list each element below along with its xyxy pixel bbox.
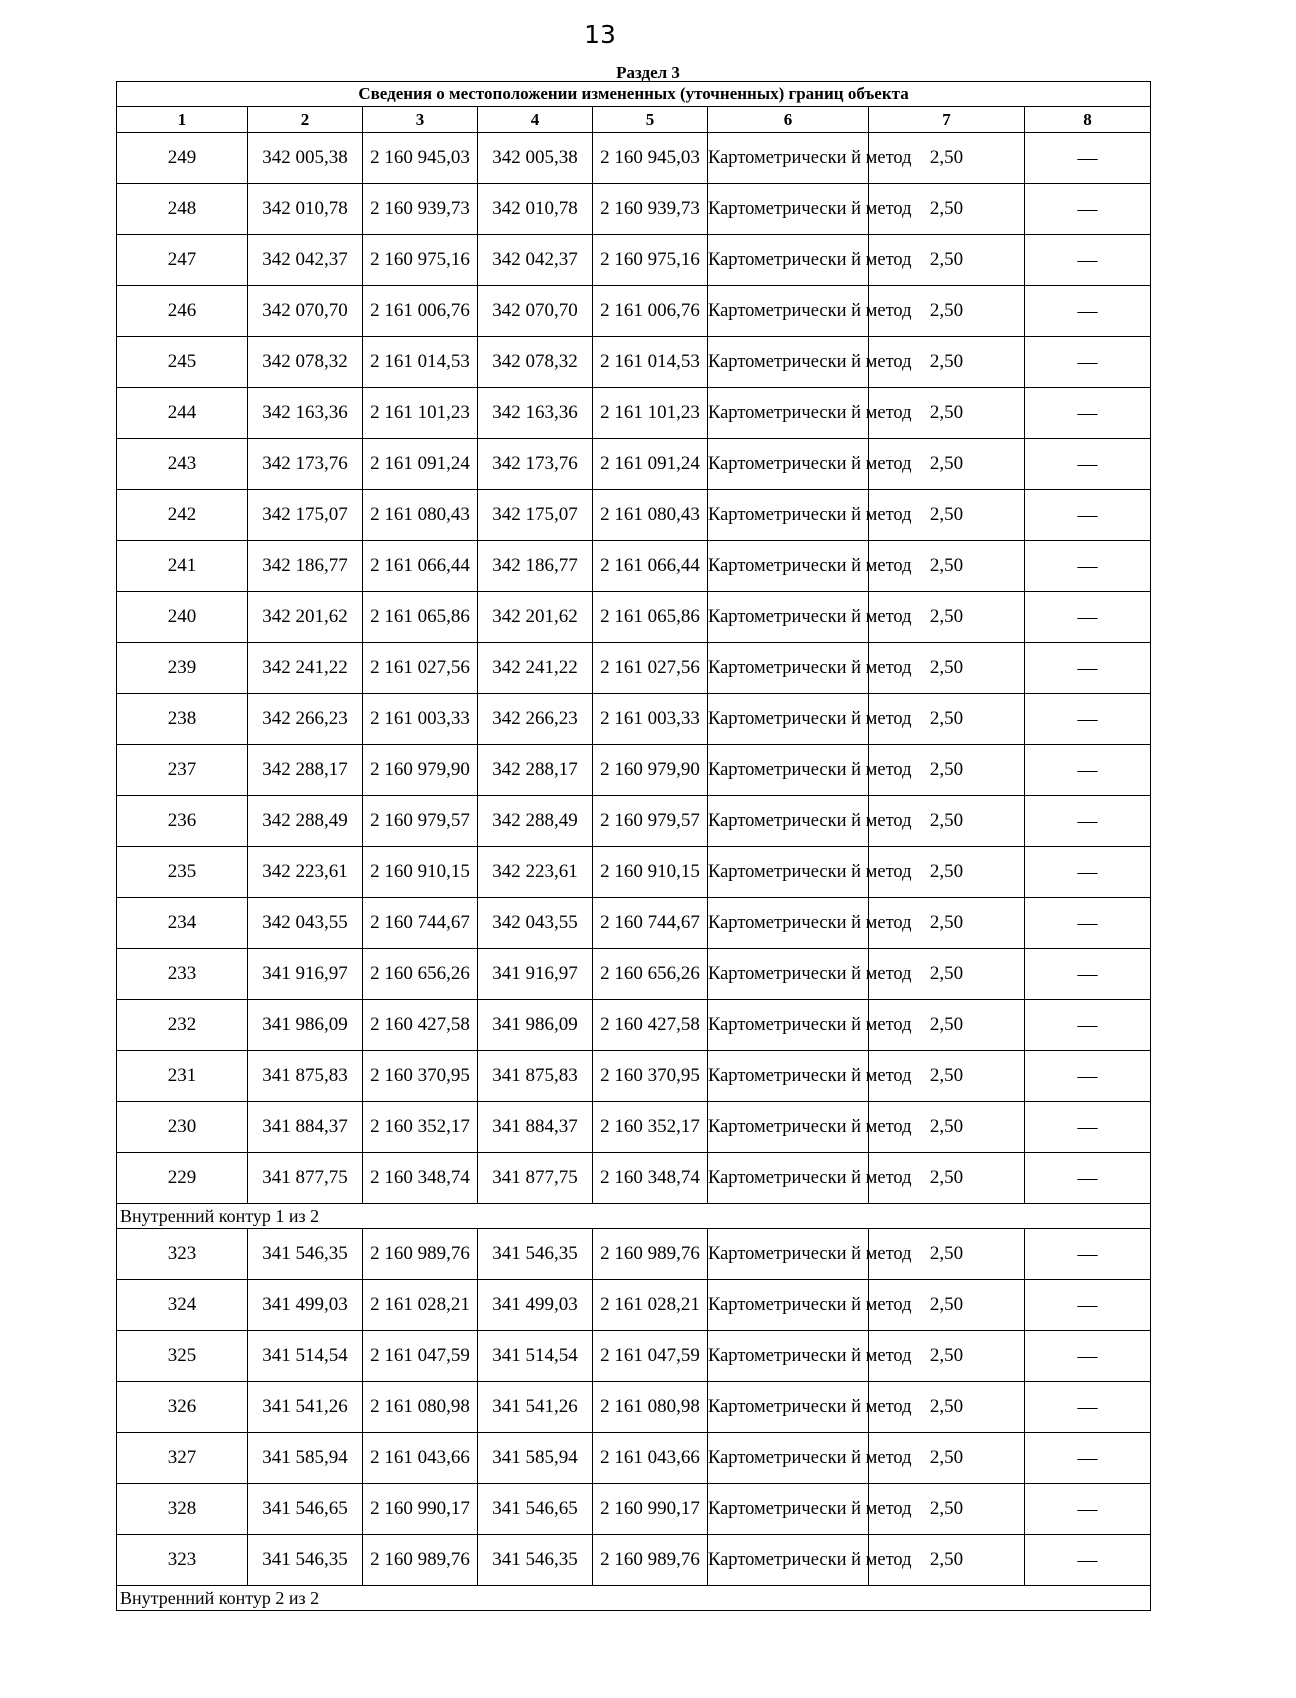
cell-y-existing: 2 161 101,23 [363, 388, 478, 439]
table-row [117, 1382, 1151, 1433]
cell-x-existing: 342 266,23 [248, 694, 363, 745]
cell-x-new: 342 010,78 [478, 184, 593, 235]
cell-y-existing: 2 160 370,95 [363, 1051, 478, 1102]
cell-y-new: 2 161 080,98 [593, 1382, 708, 1433]
cell-accuracy: 2,50 [869, 439, 1025, 490]
cell-y-existing: 2 160 744,67 [363, 898, 478, 949]
cell-description: — [1025, 133, 1151, 184]
cell-description: — [1025, 1102, 1151, 1153]
table-row [117, 796, 1151, 847]
cell-description: — [1025, 1000, 1151, 1051]
cell-method: Картометрически й метод [708, 1229, 869, 1280]
cell-y-new: 2 161 006,76 [593, 286, 708, 337]
cell-method: Картометрически й метод [708, 337, 869, 388]
cell-accuracy: 2,50 [869, 1433, 1025, 1484]
cell-x-existing: 341 884,37 [248, 1102, 363, 1153]
cell-x-existing: 341 546,35 [248, 1229, 363, 1280]
column-number-6: 6 [708, 107, 869, 133]
cell-y-new: 2 160 989,76 [593, 1229, 708, 1280]
table-row [117, 1153, 1151, 1204]
cell-method: Картометрически й метод [708, 1433, 869, 1484]
cell-method: Картометрически й метод [708, 592, 869, 643]
cell-x-new: 341 585,94 [478, 1433, 593, 1484]
cell-x-existing: 342 005,38 [248, 133, 363, 184]
cell-accuracy: 2,50 [869, 184, 1025, 235]
cell-x-new: 342 266,23 [478, 694, 593, 745]
cell-method: Картометрически й метод [708, 1000, 869, 1051]
cell-method: Картометрически й метод [708, 1331, 869, 1382]
table-row [117, 337, 1151, 388]
cell-description: — [1025, 1280, 1151, 1331]
cell-description: — [1025, 388, 1151, 439]
cell-point-number: 229 [117, 1153, 248, 1204]
cell-point-number: 326 [117, 1382, 248, 1433]
contour-row [117, 1586, 1151, 1611]
cell-description: — [1025, 1051, 1151, 1102]
cell-y-existing: 2 161 047,59 [363, 1331, 478, 1382]
cell-method: Картометрически й метод [708, 184, 869, 235]
table-row [117, 898, 1151, 949]
table-row [117, 388, 1151, 439]
cell-description: — [1025, 592, 1151, 643]
cell-x-new: 341 877,75 [478, 1153, 593, 1204]
cell-y-new: 2 160 352,17 [593, 1102, 708, 1153]
cell-description: — [1025, 694, 1151, 745]
column-number-1: 1 [117, 107, 248, 133]
column-number-8: 8 [1025, 107, 1151, 133]
cell-x-new: 342 042,37 [478, 235, 593, 286]
cell-point-number: 233 [117, 949, 248, 1000]
cell-description: — [1025, 1153, 1151, 1204]
cell-point-number: 248 [117, 184, 248, 235]
cell-y-existing: 2 161 027,56 [363, 643, 478, 694]
cell-x-new: 342 186,77 [478, 541, 593, 592]
cell-y-existing: 2 160 427,58 [363, 1000, 478, 1051]
cell-point-number: 243 [117, 439, 248, 490]
contour-label: Внутренний контур 1 из 2 [117, 1204, 1151, 1229]
cell-x-new: 341 875,83 [478, 1051, 593, 1102]
cell-x-new: 342 288,49 [478, 796, 593, 847]
cell-y-new: 2 161 014,53 [593, 337, 708, 388]
table-row [117, 1331, 1151, 1382]
cell-method: Картометрически й метод [708, 490, 869, 541]
cell-y-existing: 2 160 979,90 [363, 745, 478, 796]
cell-x-existing: 342 163,36 [248, 388, 363, 439]
cell-accuracy: 2,50 [869, 643, 1025, 694]
cell-accuracy: 2,50 [869, 388, 1025, 439]
table-row [117, 235, 1151, 286]
cell-x-existing: 342 042,37 [248, 235, 363, 286]
cell-y-existing: 2 161 006,76 [363, 286, 478, 337]
cell-description: — [1025, 184, 1151, 235]
cell-y-existing: 2 161 066,44 [363, 541, 478, 592]
cell-x-new: 341 546,35 [478, 1535, 593, 1586]
cell-point-number: 246 [117, 286, 248, 337]
cell-description: — [1025, 1229, 1151, 1280]
cell-method: Картометрически й метод [708, 286, 869, 337]
cell-method: Картометрически й метод [708, 1153, 869, 1204]
table-row [117, 286, 1151, 337]
cell-accuracy: 2,50 [869, 1382, 1025, 1433]
cell-y-existing: 2 160 656,26 [363, 949, 478, 1000]
cell-accuracy: 2,50 [869, 286, 1025, 337]
cell-x-existing: 341 875,83 [248, 1051, 363, 1102]
cell-description: — [1025, 847, 1151, 898]
cell-point-number: 249 [117, 133, 248, 184]
table-row [117, 592, 1151, 643]
cell-x-existing: 342 043,55 [248, 898, 363, 949]
table-row [117, 643, 1151, 694]
cell-accuracy: 2,50 [869, 796, 1025, 847]
cell-accuracy: 2,50 [869, 1000, 1025, 1051]
cell-point-number: 247 [117, 235, 248, 286]
cell-x-new: 342 070,70 [478, 286, 593, 337]
contour-row [117, 1204, 1151, 1229]
cell-description: — [1025, 745, 1151, 796]
cell-x-existing: 342 070,70 [248, 286, 363, 337]
cell-method: Картометрически й метод [708, 1484, 869, 1535]
cell-description: — [1025, 1433, 1151, 1484]
cell-x-existing: 342 223,61 [248, 847, 363, 898]
cell-method: Картометрически й метод [708, 898, 869, 949]
table-row [117, 1102, 1151, 1153]
table-row [117, 184, 1151, 235]
table-row [117, 133, 1151, 184]
cell-y-new: 2 161 027,56 [593, 643, 708, 694]
cell-accuracy: 2,50 [869, 898, 1025, 949]
cell-point-number: 230 [117, 1102, 248, 1153]
table-row [117, 694, 1151, 745]
cell-method: Картометрически й метод [708, 643, 869, 694]
cell-x-existing: 341 546,65 [248, 1484, 363, 1535]
page-number: 13 [584, 20, 616, 49]
column-number-7: 7 [869, 107, 1025, 133]
cell-point-number: 232 [117, 1000, 248, 1051]
cell-x-new: 342 201,62 [478, 592, 593, 643]
cell-x-existing: 341 541,26 [248, 1382, 363, 1433]
cell-accuracy: 2,50 [869, 337, 1025, 388]
cell-accuracy: 2,50 [869, 1535, 1025, 1586]
cell-description: — [1025, 286, 1151, 337]
cell-x-existing: 342 175,07 [248, 490, 363, 541]
cell-y-new: 2 160 990,17 [593, 1484, 708, 1535]
cell-point-number: 323 [117, 1535, 248, 1586]
cell-x-existing: 342 010,78 [248, 184, 363, 235]
cell-x-new: 342 005,38 [478, 133, 593, 184]
cell-point-number: 244 [117, 388, 248, 439]
contour-label: Внутренний контур 2 из 2 [117, 1586, 1151, 1611]
table-row [117, 1280, 1151, 1331]
cell-method: Картометрически й метод [708, 694, 869, 745]
cell-point-number: 236 [117, 796, 248, 847]
cell-x-new: 341 884,37 [478, 1102, 593, 1153]
cell-description: — [1025, 796, 1151, 847]
cell-point-number: 241 [117, 541, 248, 592]
cell-method: Картометрически й метод [708, 847, 869, 898]
table-row [117, 745, 1151, 796]
cell-x-existing: 342 078,32 [248, 337, 363, 388]
cell-description: — [1025, 541, 1151, 592]
cell-y-existing: 2 160 939,73 [363, 184, 478, 235]
cell-x-existing: 341 916,97 [248, 949, 363, 1000]
table-row [117, 541, 1151, 592]
cell-point-number: 231 [117, 1051, 248, 1102]
cell-accuracy: 2,50 [869, 133, 1025, 184]
cell-y-new: 2 160 979,57 [593, 796, 708, 847]
cell-accuracy: 2,50 [869, 1051, 1025, 1102]
cell-point-number: 328 [117, 1484, 248, 1535]
cell-y-new: 2 161 047,59 [593, 1331, 708, 1382]
cell-x-existing: 342 186,77 [248, 541, 363, 592]
cell-point-number: 239 [117, 643, 248, 694]
cell-x-existing: 342 288,49 [248, 796, 363, 847]
cell-y-new: 2 160 910,15 [593, 847, 708, 898]
cell-y-existing: 2 160 945,03 [363, 133, 478, 184]
cell-point-number: 235 [117, 847, 248, 898]
cell-accuracy: 2,50 [869, 1280, 1025, 1331]
cell-point-number: 234 [117, 898, 248, 949]
cell-y-existing: 2 161 065,86 [363, 592, 478, 643]
cell-method: Картометрически й метод [708, 949, 869, 1000]
cell-description: — [1025, 337, 1151, 388]
cell-y-new: 2 160 939,73 [593, 184, 708, 235]
cell-description: — [1025, 235, 1151, 286]
cell-method: Картометрически й метод [708, 745, 869, 796]
cell-method: Картометрически й метод [708, 1535, 869, 1586]
cell-method: Картометрически й метод [708, 1051, 869, 1102]
cell-accuracy: 2,50 [869, 1153, 1025, 1204]
cell-y-existing: 2 160 352,17 [363, 1102, 478, 1153]
cell-description: — [1025, 439, 1151, 490]
cell-y-new: 2 160 945,03 [593, 133, 708, 184]
cell-point-number: 324 [117, 1280, 248, 1331]
cell-x-new: 342 288,17 [478, 745, 593, 796]
cell-x-new: 342 241,22 [478, 643, 593, 694]
cell-x-new: 341 546,35 [478, 1229, 593, 1280]
cell-x-existing: 341 986,09 [248, 1000, 363, 1051]
cell-x-existing: 342 288,17 [248, 745, 363, 796]
cell-y-new: 2 160 744,67 [593, 898, 708, 949]
cell-y-existing: 2 160 989,76 [363, 1229, 478, 1280]
cell-accuracy: 2,50 [869, 1484, 1025, 1535]
cell-y-new: 2 161 101,23 [593, 388, 708, 439]
cell-point-number: 237 [117, 745, 248, 796]
table-row [117, 1433, 1151, 1484]
cell-point-number: 323 [117, 1229, 248, 1280]
cell-y-existing: 2 160 989,76 [363, 1535, 478, 1586]
section-title: Раздел 3 [616, 63, 680, 82]
cell-x-new: 341 986,09 [478, 1000, 593, 1051]
cell-y-new: 2 160 656,26 [593, 949, 708, 1000]
cell-y-new: 2 160 348,74 [593, 1153, 708, 1204]
table-row [117, 439, 1151, 490]
cell-y-new: 2 161 065,86 [593, 592, 708, 643]
cell-y-new: 2 160 370,95 [593, 1051, 708, 1102]
cell-y-existing: 2 161 028,21 [363, 1280, 478, 1331]
column-number-4: 4 [478, 107, 593, 133]
cell-accuracy: 2,50 [869, 847, 1025, 898]
cell-y-existing: 2 161 091,24 [363, 439, 478, 490]
cell-x-existing: 341 877,75 [248, 1153, 363, 1204]
cell-description: — [1025, 949, 1151, 1000]
cell-accuracy: 2,50 [869, 235, 1025, 286]
cell-x-existing: 342 173,76 [248, 439, 363, 490]
cell-x-new: 342 078,32 [478, 337, 593, 388]
cell-x-existing: 341 585,94 [248, 1433, 363, 1484]
cell-y-new: 2 160 989,76 [593, 1535, 708, 1586]
cell-point-number: 240 [117, 592, 248, 643]
cell-description: — [1025, 1331, 1151, 1382]
cell-y-new: 2 161 080,43 [593, 490, 708, 541]
cell-description: — [1025, 643, 1151, 694]
cell-x-existing: 341 499,03 [248, 1280, 363, 1331]
cell-point-number: 325 [117, 1331, 248, 1382]
cell-y-existing: 2 160 975,16 [363, 235, 478, 286]
cell-y-new: 2 161 091,24 [593, 439, 708, 490]
cell-point-number: 238 [117, 694, 248, 745]
cell-x-new: 341 499,03 [478, 1280, 593, 1331]
cell-method: Картометрически й метод [708, 439, 869, 490]
cell-y-existing: 2 161 003,33 [363, 694, 478, 745]
cell-y-new: 2 161 028,21 [593, 1280, 708, 1331]
cell-description: — [1025, 1382, 1151, 1433]
cell-y-existing: 2 160 990,17 [363, 1484, 478, 1535]
cell-x-existing: 341 514,54 [248, 1331, 363, 1382]
cell-x-new: 342 173,76 [478, 439, 593, 490]
cell-y-existing: 2 160 979,57 [363, 796, 478, 847]
cell-x-existing: 341 546,35 [248, 1535, 363, 1586]
cell-accuracy: 2,50 [869, 1229, 1025, 1280]
cell-accuracy: 2,50 [869, 949, 1025, 1000]
coordinates-table [116, 81, 1151, 1611]
cell-method: Картометрически й метод [708, 541, 869, 592]
column-number-3: 3 [363, 107, 478, 133]
column-number-5: 5 [593, 107, 708, 133]
cell-point-number: 327 [117, 1433, 248, 1484]
table-row [117, 1000, 1151, 1051]
cell-y-existing: 2 160 910,15 [363, 847, 478, 898]
cell-x-existing: 342 241,22 [248, 643, 363, 694]
cell-method: Картометрически й метод [708, 1280, 869, 1331]
cell-method: Картометрически й метод [708, 1382, 869, 1433]
table-row [117, 1484, 1151, 1535]
table-row [117, 1229, 1151, 1280]
cell-x-new: 342 223,61 [478, 847, 593, 898]
table-row [117, 490, 1151, 541]
cell-method: Картометрически й метод [708, 796, 869, 847]
cell-x-new: 342 175,07 [478, 490, 593, 541]
cell-method: Картометрически й метод [708, 235, 869, 286]
cell-x-new: 341 916,97 [478, 949, 593, 1000]
cell-y-existing: 2 161 043,66 [363, 1433, 478, 1484]
cell-method: Картометрически й метод [708, 1102, 869, 1153]
table-row [117, 847, 1151, 898]
cell-point-number: 242 [117, 490, 248, 541]
cell-y-new: 2 160 975,16 [593, 235, 708, 286]
cell-y-existing: 2 161 014,53 [363, 337, 478, 388]
cell-accuracy: 2,50 [869, 694, 1025, 745]
cell-method: Картометрически й метод [708, 388, 869, 439]
cell-y-new: 2 160 979,90 [593, 745, 708, 796]
cell-x-new: 341 514,54 [478, 1331, 593, 1382]
cell-y-new: 2 160 427,58 [593, 1000, 708, 1051]
cell-x-new: 342 043,55 [478, 898, 593, 949]
table-row [117, 949, 1151, 1000]
cell-description: — [1025, 898, 1151, 949]
cell-y-existing: 2 161 080,43 [363, 490, 478, 541]
cell-accuracy: 2,50 [869, 541, 1025, 592]
cell-y-existing: 2 161 080,98 [363, 1382, 478, 1433]
cell-x-new: 342 163,36 [478, 388, 593, 439]
cell-accuracy: 2,50 [869, 1102, 1025, 1153]
cell-x-existing: 342 201,62 [248, 592, 363, 643]
cell-accuracy: 2,50 [869, 592, 1025, 643]
cell-method: Картометрически й метод [708, 133, 869, 184]
cell-y-new: 2 161 066,44 [593, 541, 708, 592]
table-caption: Сведения о местоположении измененных (уточненных) границ объекта [117, 82, 1151, 107]
table-row [117, 1051, 1151, 1102]
cell-x-new: 341 546,65 [478, 1484, 593, 1535]
cell-y-existing: 2 160 348,74 [363, 1153, 478, 1204]
cell-description: — [1025, 490, 1151, 541]
cell-accuracy: 2,50 [869, 745, 1025, 796]
cell-y-new: 2 161 043,66 [593, 1433, 708, 1484]
column-number-2: 2 [248, 107, 363, 133]
cell-y-new: 2 161 003,33 [593, 694, 708, 745]
cell-description: — [1025, 1535, 1151, 1586]
cell-accuracy: 2,50 [869, 490, 1025, 541]
cell-x-new: 341 541,26 [478, 1382, 593, 1433]
cell-point-number: 245 [117, 337, 248, 388]
cell-accuracy: 2,50 [869, 1331, 1025, 1382]
cell-description: — [1025, 1484, 1151, 1535]
table-row [117, 1535, 1151, 1586]
